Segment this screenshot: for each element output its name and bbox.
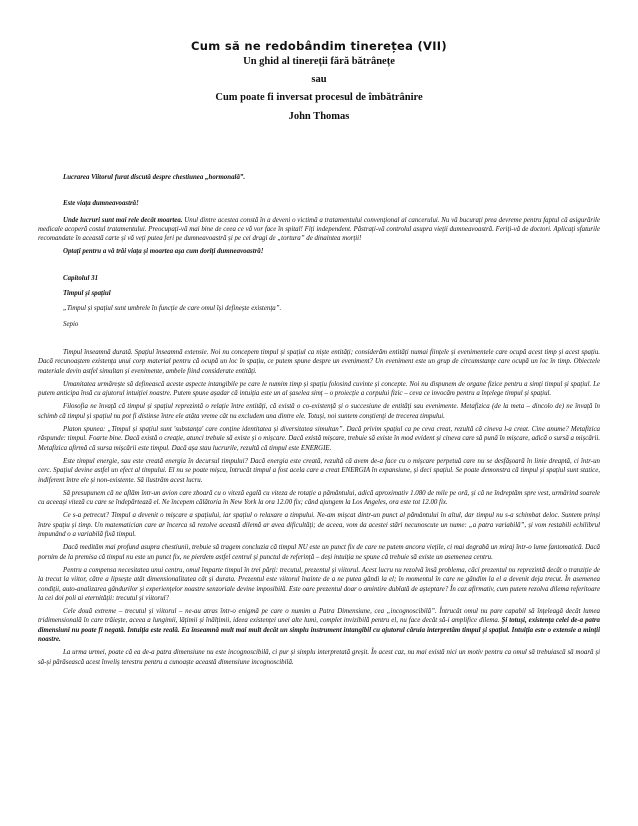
intro-paragraph-2: Este viața dumneavoastră! xyxy=(63,200,139,208)
body-paragraph-7: Ce s-a petrecut? Timpul a devenit o mișcare a spațiului, iar spațiul o relaxare a timpului. Ne-am mișcat dintr-un punct al pământului în altul, dar timpul nu s-a schimbat deloc. Suntem prinși între spațiu și timp. Un matematician care ar încerca să rezolve această dilemă ar avea dificultăți; de aceea, vom da acestei stări necunoscute un nume: „a patra variabilă”, și vom restabili echilibrul impunând o a variabilă fixă timpul. xyxy=(38,512,600,539)
intro-paragraph-3 xyxy=(38,216,600,244)
body-paragraph-10-text: Cele două extreme – trecutul și viitorul – ne-au atras într-o enigmă pe care o numim a Patra Dimensiune, cea „incognoscibilă”. Întrucât omul nu pare capabil să înțeleagă decât lumea tridimensională în care trăiește, aceea a lungimii, lățimii și înălțimii, ideea existenței unei alte lumi, complet invizibilă pentru el, nu face decât să-i amplifice dilema. xyxy=(38,608,600,625)
body-paragraph-1: Timpul înseamnă durată. Spațiul înseamnă extensie. Noi nu concepem timpul și spațiul ca niște entități; considerăm entități numai ființele și evenimentele care ocupă acest timp și acest spațiu. Dacă recunoaștem existența unui corp material pentru că ocupă un loc în spațiu, ce putem spune despre un eveniment? Un eveniment este un grup de circumstanțe care ocupă un loc în timp. Obiectele materiale devin astfel simultan și evenimente, ambele fiind considerate entități. xyxy=(38,348,600,375)
body-paragraph-2: Umanitatea urmărește să definească aceste aspecte intangibile pe care le numim timp și spațiu folosind cuvinte și concepte. Noi nu dispunem de organe fizice pentru a simți timpul și spațiul. Le putem anticipa însă cu ajutorul intuiției noastre. Putem spune așadar că intuiția este un al șaselea simț – o proiecție a corpului fizic – ceva ce invocăm pentru a înțelege timpul și spațiul. xyxy=(38,380,600,398)
subtitle-conjunction: sau xyxy=(311,74,327,85)
body-paragraph-10-bold: Și totuși, existența celei de-a patra dimensiuni nu poate fi negată. Intuiția este reală. Ea înseamnă mult mai mult decât un simplu instrument intangibil cu ajutorul căruia interpretăm timpul și spațiul. Intuiția este o extensie a minții noastre. xyxy=(38,617,601,643)
chapter-label: Capitolul 31 xyxy=(63,274,99,282)
intro-paragraph-3-lead: Unde lucruri sunt mai rele decât moartea. xyxy=(63,216,183,224)
intro-paragraph-3-text: Unul dintre acestea constă în a deveni o victimă a tratamentului convențional al cancerului. Nu vă bucurați prea devreme pentru faptul că asigurările medicale acoperă costul tratamentului. Preocupați-vă mai bine de ceea ce vă vor face în spital! Fiți independent. Păstrați-vă controlul asupra vieții dumneavoastră. Feriți-vă de doctori. Aplicați sfaturile recomandate în această carte și vă veți putea feri pe dumneavoastră și pe cei dragi de „tortura” de dinaintea morții! xyxy=(38,216,600,243)
title-block xyxy=(0,38,638,136)
body-paragraph-4: Platon spunea: „Timpul și spațiul sunt 'substanța' care conține identitatea și diversitatea simultan”. Dacă privim spațiul ca pe ceva creat, rezultă că cineva l-a creat. Cine anume? Metafizica răspunde: timpul. Foarte bine. Dacă există o creație, atunci trebuie să existe și o mișcare. Dacă există mișcare, trebuie să existe în mod evident și cineva care să pună în mișcare, adică o sursă a mișcării. Metafizica afirmă că sursa mișcării este timpul. Dacă așa stau lucrurile, rezultă că timpul este ENERGIE. xyxy=(38,426,600,452)
body-paragraph-5: Este timpul energie, sau este creată energia în decursul timpului? Dacă energia este creată, rezultă că avem de-a face cu o mișcare perpetuă care nu se desfășoară în linie dreaptă, ci într-un cerc. Spațiul devine astfel un efect al timpului. El nu se poate mișca, întrucât timpul a fost acela care a creat ENERGIA în expansiune, și deci spațiul. Se poate demonstra că timpul și spațiul sunt statice, indiferent între ele și non-existente. Să ilustrăm acest lucru. xyxy=(38,457,600,484)
body-paragraph-3: Filosofia ne învață că timpul și spațiul reprezintă o relație între entități, că există o co-existență și o succesiune de entități sau evenimente. Metafizica (de la meta – dincolo de) ne învață în schimb că timpul și spațiul nu pot fi distinse între ele atâta vreme cât nu excludem una dintre ele. Totuși, noi suntem conștienți de trecerea timpului. xyxy=(38,403,600,420)
document-subtitle: Un ghid al tinereții fără bătrânețe xyxy=(243,56,395,67)
author-name: John Thomas xyxy=(288,111,350,122)
document-title: Cum să ne redobândim tinerețea (VII) xyxy=(191,39,447,53)
body-paragraph-10 xyxy=(38,607,600,644)
document-subtitle-2: Cum poate fi inversat procesul de îmbătrânire xyxy=(215,92,423,103)
intro-paragraph-4: Optați pentru a vă trăi viața și moartea așa cum doriți dumneavoastră! xyxy=(63,248,264,256)
quote-source: Sepio xyxy=(63,320,79,328)
body-paragraph-11: La urma urmei, poate că ea de-a patra dimensiune nu este incognoscibilă, ci pur și simplu interpretată greșit. În acest caz, nu mai există nici un motiv pentru ca omul să trebuiască să moară și să-și părăsească acest înveliș terestru pentru a cunoaște această dimensiune incognoscibilă. xyxy=(38,649,600,666)
body-paragraph-8: Dacă meditām mai profund asupra chestiunii, trebuie să tragem concluzia că timpul NU este un punct fix de care ne putem ancora viețile, ci mai degrabă un miraj într-o lume fantomatică. Dacă pornim de la premisa că timpul nu este un punct fix, ne pierdem astfel centrul și punctul de referință – deși intuiția ne spune că trebuie să existe un asemenea centru. xyxy=(38,544,600,561)
document-body xyxy=(38,173,600,667)
chapter-title: Timpul și spațiul xyxy=(63,290,111,298)
intro-paragraph-1: Lucrarea Viitorul furat discută despre chestiunea „hormonală”. xyxy=(63,174,246,181)
body-paragraph-9: Pentru a compensa necesitatea unui centru, omul împarte timpul în trei părți: trecutul, prezentul și viitorul. Acest lucru nu rezolvă însă problema, căci prezentul nu reprezintă decât o tranziție de la trecut la viitor, către a lipsește atât dimensionalitatea cât și durata. Prezentul este viitorul înainte de a ne putea gândi la el; în momentul în care ne gândim la el a devenit deja trecut. În asemenea condiții, auto-analizarea gândurilor și experiențelor noastre senzoriale devine imposibilă. Este oare prezentul doar o amintire dublată de așteptare? În caz afirmativ, cum putem rezolva dilema referitoare la cei doi poli ai eternității: trecutul și viitorul? xyxy=(38,566,600,602)
body-paragraph-6: Să presupunem că ne aflăm într-un avion care zboară cu o viteză egală cu viteza de rotație a pământului, adică aproximativ 1.080 de mile pe oră, și că ne îndreptăm spre vest, urmărind soarele cu aceeași viteză cu care se îndepărtează el. Ne începem călătoria în New York la ora 12.00 fix; când ajungem la Los Angeles, ora este tot 12.00 fix. xyxy=(38,489,600,507)
chapter-quote: „Timpul și spațiul sunt umbrele în funcție de care omul își definește existența”. xyxy=(63,305,282,313)
